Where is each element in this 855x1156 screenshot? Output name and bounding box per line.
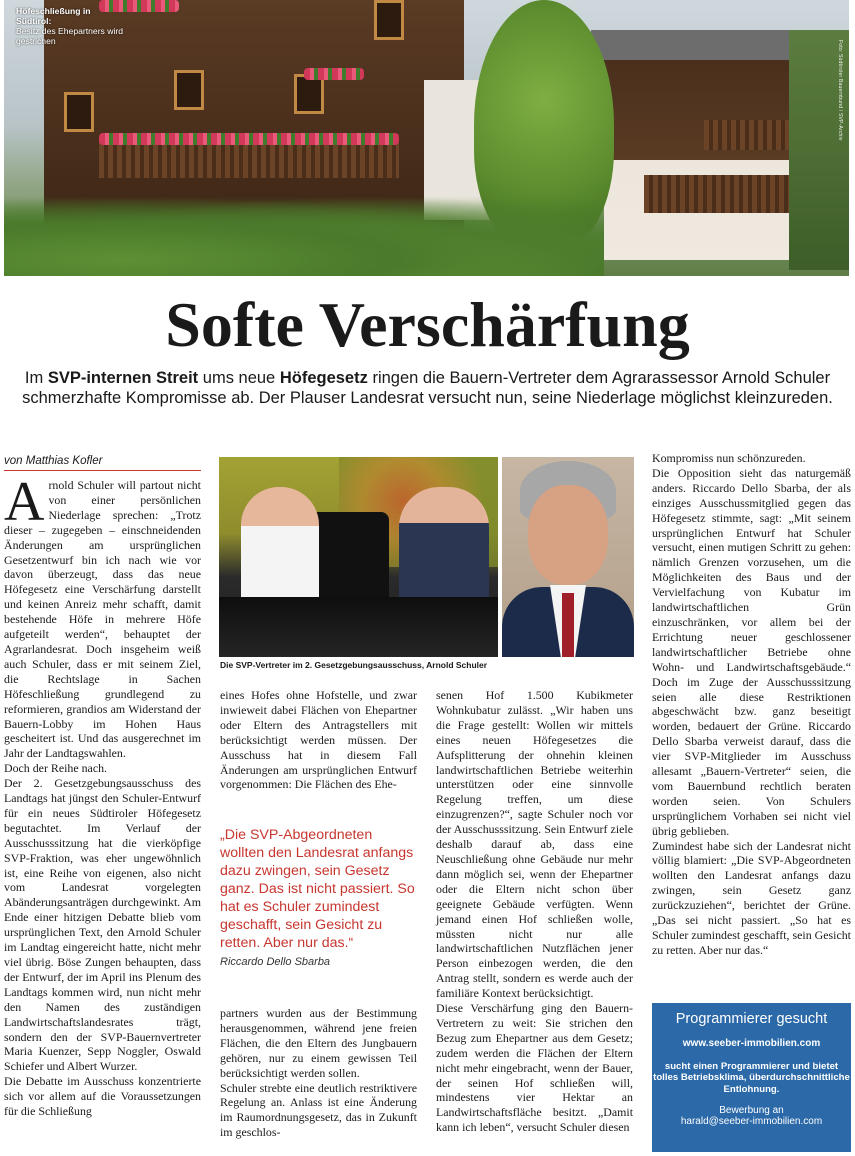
ad-apply-label: Bewerbung an	[719, 1104, 784, 1116]
ad-email-link[interactable]: harald@seeber-immobilien.com	[680, 1116, 823, 1128]
ad-url-link[interactable]: www.seeber-immobilien.com	[682, 1038, 821, 1049]
photo-caption-title: Höfeschließung in Südtirol:	[16, 6, 91, 26]
pull-quote-text: „Die SVP-Abgeordneten wollten den Landesrat anfangs dazu zwingen, sein Gesetz ganz. Das ist nicht passiert. So hat es Schuler zumindest geschafft, sein Gesicht zu retten. Aber nur das.“	[220, 827, 415, 951]
portrait-photo	[502, 457, 634, 657]
article-column-2: eines Hofes ohne Hofstelle, und zwar inwieweit dabei Flächen von Ehepartner oder Eltern des Antragstellers mit berücksichtigt werden müssen. Der Ausschuss hat in diesem Fall Änderungen am ursprünglichen Entwurf vorgenommen: Die Flächen des Ehe-	[220, 688, 417, 792]
photo-caption	[16, 6, 126, 46]
byline: von Matthias Kofler	[4, 453, 201, 471]
article-column-2b: partners wurden aus der Bestimmung herausgenommen, während jene freien Flächen, die den Eltern des Jungbauern gehören, nur zu einem gewissen Teil berücksichtigt werden sollen. Schuler strebte eine deutlich restriktivere Regelung an. Anlass ist eine Änderung im Raumordnungsgesetz, das in Zukunft im geschlos-	[220, 1006, 417, 1140]
pull-quote	[220, 826, 420, 969]
photos-caption: Die SVP-Vertreter im 2. Gesetzgebungsausschuss, Arnold Schuler	[220, 660, 488, 670]
job-advertisement[interactable]	[652, 1003, 851, 1152]
pull-quote-attribution: Riccardo Dello Sbarba	[220, 956, 331, 968]
photo-credit: Foto: Südtiroler Bauernbund / SVP-Archiv	[837, 40, 843, 141]
deck: Im SVP-internen Streit ums neue Höfegesetz ringen die Bauern-Vertreter dem Agrarassessor Arnold Schuler schmerzhafte Kompromisse ab. Der Plauser Landesrat versucht nun, seine Niederlage möglichst kleinzureden.	[22, 369, 833, 407]
committee-photo	[219, 457, 498, 657]
farmhouse-right	[604, 60, 814, 260]
article-column-3: senen Hof 1.500 Kubikmeter Wohnkubatur zulässt. „Wir haben uns die Frage gestellt: Wollen wir mittels eines neuen Höfegesetzes die Aufsplitterung der ohnehin kleinen landwirtschaftlichen Betriebe weiterhin unterstützen oder eine sinnvolle Regelung treffen, um diese einzugrenzen?“, sagte Schuler noch vor der Ausschusssitzung. Sein Entwurf ziele deshalb darauf ab, dass eine Neuschließung ohne Gebäude nur mehr dann möglich sei, wenn der Ehepartner oder die Eltern nicht schon über geeignete Gebäude verfügten. Wenn jemand einen Hof schließen wolle, müssten nicht nur alle landwirtschaftlichen Nutzflächen jener Person einbezogen werden, die den Antrag stellt, sondern es werde auch der familiäre Kontext berücksichtigt. Diese Verschärfung ging den Bauern-Vertretern zu weit: Sie strichen den Bezug zum Ehepartner aus dem Gesetz; zudem werden die Flächen der Eltern nicht mehr eingebracht, wenn der Bauer, der seinen Hof schließen will, mindestens vier Hektar an Landwirtschaftsfläche besitzt. „Damit kann ich leben“, versucht Schuler diesen	[436, 688, 633, 1135]
article-column-4: Kompromiss nun schönzureden. Die Opposition sieht das naturgemäß anders. Riccardo Dello Sbarba, der als einziges Ausschussmitglied gegen das Höfegesetz stimmte, sagt: „Mit seinem ursprünglichen Entwurf hat Schuler versucht, einen mutigen Schritt zu gehen: nämlich Grenzen vorzusehen, um die Möglichkeiten des Baus und der Vervielfachung von Kubatur im landwirtschaftlichen Grün einzuschränken, vor allem bei der Errichtung neuer geschlossener landwirtschaftlicher Betriebe ohne Wohn- und Landwirtschaftsgebäude.“ Doch im Zuge der Ausschusssitzung seien alle diese Restriktionen abgeschwächt bzw. ganz beseitigt worden, bedauert der Grüne. Riccardo Dello Sbarba verweist darauf, dass die vier SVP-Mitglieder im Ausschuss allesamt „Bauern-Vertreter“ seien, die vom Bauernbund rechtlich beraten worden seien. Von Schulers ursprünglichem Vorhaben sei nicht viel übrig geblieben. Zumindest habe sich der Landesrat nicht völlig blamiert: „Die SVP-Abgeordneten wollten den Landesrat anfangs dazu zwingen, sein Gesetz ganz zurückzuziehen“, berichtet der Grüne. „Das sei nicht passiert. „So hat es Schuler zumindest geschafft, sein Gesicht zu retten. Aber nur das.“	[652, 451, 851, 957]
headline: Softe Verschärfung	[165, 289, 690, 360]
photo-caption-text: Besitz des Ehepartners wird gestrichen	[16, 26, 123, 46]
hero-photo	[4, 0, 849, 276]
ad-title: Programmierer gesucht	[675, 1011, 828, 1027]
article-column-1: Arnold Schuler will partout nicht von einer persönlichen Niederlage sprechen: „Trotz dieser – zugegeben – einschneidenden Änderungen am ursprünglichen Gesetzentwurf bin ich nach wie vor davon überzeugt, dass das neue Höfegesetz eine Verschärfung darstellt und keinen Anreiz mehr schafft, damit bestehende Höfe in mehrere Höfe aufgeteilt werden“, behauptet der Agrarlandesrat. Doch insgeheim weiß auch Schuler, dass er mit seinem Ziel, die Rechtslage in Sachen Höfeschließung grundlegend zu reformieren, grandios am Widerstand der Bauern-Lobby im Hohen Haus gescheitert ist. Und das ausgerechnet im Jahr der Landtagswahlen. Doch der Reihe nach. Der 2. Gesetzgebungsausschuss des Landtags hat jüngst den Schuler-Entwurf für ein neues Südtiroler Höfegesetz begutachtet. Im Verlauf der Ausschusssitzung hat die vierköpfige SVP-Fraktion, was eher ungewöhnlich ist, eine Reihe von eigenen, also nicht vom Landesrat vorgelegten Abänderungsanträgen durchgewinkt. Am Ende einer hitzigen Debatte blieb vom ursprünglichen Text, den Arnold Schuler im Landtag eingereicht hatte, nicht mehr viel übrig. Böse Zungen behaupten, dass der Entwurf, der im April ins Plenum des Landtags kommen wird, nun nicht mehr den Namen des zuständigen Landwirtschaftslandesrates trägt, sondern den der SVP-Bauernvertreter Maria Kuenzer, Sepp Noggler, Oswald Schiefer und Albert Wurzer. Die Debatte im Ausschuss konzentrierte sich vor allem auf die Voraussetzungen für die Schließung	[4, 471, 201, 1119]
ad-body: sucht einen Programmierer und bietet tolles Betriebsklima, überdurchschnittliche Entlohnung.	[653, 1061, 850, 1095]
dropcap: A	[4, 471, 45, 533]
ad-footer	[652, 1105, 851, 1128]
